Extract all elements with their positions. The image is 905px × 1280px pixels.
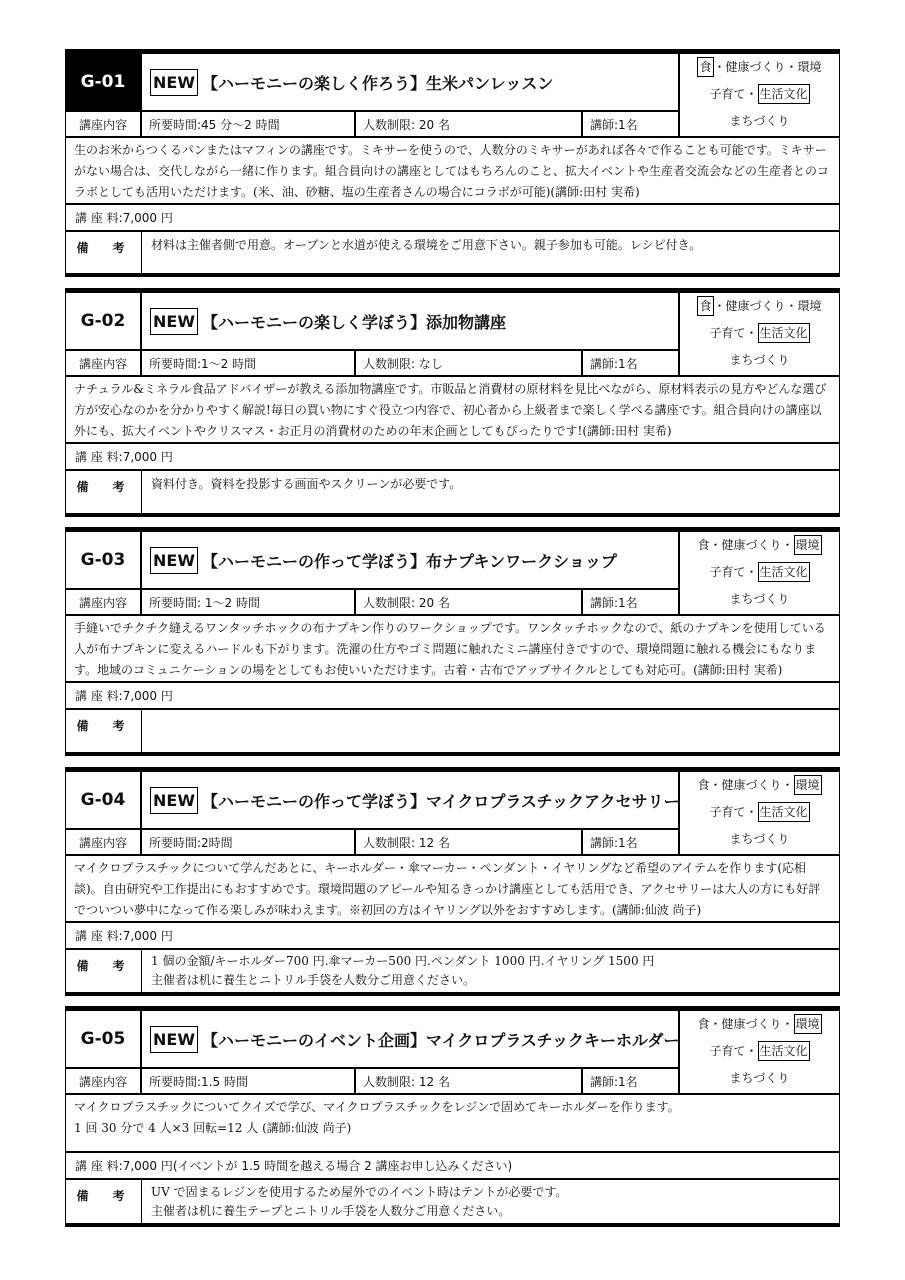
course-content-label: 講座内容 — [65, 1068, 141, 1094]
description — [65, 1094, 840, 1152]
duration: 所要時間:2時間 — [141, 829, 355, 855]
remarks-label: 備 考 — [66, 471, 142, 513]
course-content-label: 講座内容 — [65, 111, 141, 137]
course-title — [141, 1010, 679, 1068]
fee-value: 7,000 円 — [122, 450, 173, 464]
course-title — [141, 771, 679, 829]
category-row-3: まちづくり — [729, 592, 790, 606]
category-row-1: 食・健康づくり・ 環境 — [680, 532, 839, 559]
new-badge: NEW — [150, 787, 198, 814]
capacity: 人数制限: 12 名 — [355, 1068, 582, 1094]
duration: 所要時間:45 分〜2 時間 — [141, 111, 355, 137]
course-title-text: 【ハーモニーのイベント企画】マイクロプラスチックキーホルダー — [201, 1030, 680, 1050]
remarks-label: 備 考 — [66, 1180, 142, 1223]
fee-row — [65, 1152, 840, 1179]
course-code: G-03 — [65, 531, 141, 589]
remarks-line-1: 資料付き。資料を投影する画面やスクリーンが必要です。 — [151, 477, 462, 491]
course-code: G-04 — [65, 771, 141, 829]
remarks-line-2: 主催者は机に養生とニトリル手袋を人数分ご用意ください。 — [151, 973, 476, 987]
course-code: G-05 — [65, 1010, 141, 1068]
category-row-3: まちづくり — [729, 832, 790, 846]
course-card-g02 — [65, 288, 840, 517]
category-row-2: 子育て・ 生活文化 — [680, 799, 839, 826]
capacity: 人数制限: 20 名 — [355, 589, 582, 615]
course-title — [141, 53, 679, 111]
meta-row — [65, 350, 679, 376]
fee-label: 講 座 料: — [75, 211, 123, 225]
category-row-1: 食 ・健康づくり・環境 — [680, 54, 839, 81]
fee-value: 7,000 円 — [122, 211, 173, 225]
category-box — [679, 292, 840, 376]
fee-row — [65, 682, 840, 709]
remarks-row — [65, 949, 840, 993]
fee-label: 講 座 料: — [75, 929, 123, 943]
remarks-line-2: 主催者は机に養生テープとニトリル手袋を人数分ご用意ください。 — [151, 1204, 511, 1218]
remarks-label: 備 考 — [66, 232, 142, 273]
fee-label: 講 座 料: — [75, 689, 123, 703]
teachers: 講師:1名 — [582, 1068, 679, 1094]
course-title — [141, 292, 679, 350]
capacity: 人数制限: 12 名 — [355, 829, 582, 855]
bottom-rule — [65, 753, 840, 756]
remarks-text — [142, 1180, 576, 1223]
capacity: 人数制限: 20 名 — [355, 111, 582, 137]
course-title-text: 【ハーモニーの作って学ぼう】マイクロプラスチックアクセサリー — [201, 791, 680, 811]
course-code: G-01 — [65, 53, 141, 111]
bottom-rule — [65, 993, 840, 996]
new-badge: NEW — [150, 547, 198, 574]
category-row-2: 子育て・ 生活文化 — [680, 320, 839, 347]
teachers: 講師:1名 — [582, 589, 679, 615]
meta-row — [65, 829, 679, 855]
bottom-rule — [65, 1224, 840, 1227]
teachers: 講師:1名 — [582, 829, 679, 855]
course-title-text: 【ハーモニーの作って学ぼう】布ナプキンワークショップ — [201, 551, 617, 571]
remarks-line-1: 1 個の金額/キーホルダー700 円.傘マーカー500 円.ペンダント 1000 円.イヤリング 1500 円 — [151, 954, 655, 968]
fee-row — [65, 443, 840, 470]
duration: 所要時間:1〜2 時間 — [141, 350, 355, 376]
duration: 所要時間: 1〜2 時間 — [141, 589, 355, 615]
teachers: 講師:1名 — [582, 350, 679, 376]
new-badge: NEW — [150, 308, 198, 335]
fee-value: 7,000 円(イベントが 1.5 時間を越える場合 2 講座お申し込みください) — [122, 1159, 513, 1173]
course-content-label: 講座内容 — [65, 589, 141, 615]
meta-row — [65, 589, 679, 615]
course-title-text: 【ハーモニーの楽しく作ろう】生米パンレッスン — [201, 73, 554, 93]
description-line-2: 1 回 30 分で 4 人×3 回転=12 人 (講師:仙波 尚子) — [74, 1121, 352, 1135]
remarks-row — [65, 709, 840, 753]
remarks-text — [142, 232, 710, 273]
teachers: 講師:1名 — [582, 111, 679, 137]
category-row-3: まちづくり — [729, 1071, 790, 1085]
description: 生のお米からつくるパンまたはマフィンの講座です。ミキサーを使うので、人数分のミキサーがあれば各々で作ることも可能です。ミキサーがない場合は、交代しながら一緒に作ります。組合員向けの講座としてはもちろんのこと、拡大イベントや生産者交流会などの生産者とのコラボとしても活用いただけます。(米、油、砂糖、塩の生産者さんの場合にコラボが可能)(講師:田村 実希) — [65, 137, 840, 204]
course-card-g03 — [65, 527, 840, 756]
category-box — [679, 53, 840, 137]
meta-row — [65, 1068, 679, 1094]
category-row-2: 子育て・ 生活文化 — [680, 1038, 839, 1065]
category-row-3: まちづくり — [729, 114, 790, 128]
course-content-label: 講座内容 — [65, 829, 141, 855]
course-card-g01 — [65, 49, 840, 277]
fee-label: 講 座 料: — [75, 1159, 123, 1173]
remarks-text — [142, 710, 160, 752]
remarks-label: 備 考 — [66, 950, 142, 992]
course-title — [141, 531, 679, 589]
description: 手縫いでチクチク縫えるワンタッチホックの布ナプキン作りのワークショップです。ワンタッチホックなので、紙のナプキンを使用している人が布ナプキンに変えるハードルも下がります。洗濯の仕方やゴミ問題に触れたミニ講座付きですので、環境問題に触れる機会にもなります。地域のコミュニケーションの場をとしてもお使いいただけます。古着・古布でアップサイクルとしても対応可。(講師:田村 実希) — [65, 615, 840, 682]
course-code: G-02 — [65, 292, 141, 350]
meta-row — [65, 111, 679, 137]
description: マイクロプラスチックについて学んだあとに、キーホルダー・傘マーカー・ペンダント・イヤリングなど希望のアイテムを作ります(応相談)。自由研究や工作提出にもおすすめです。環境問題のアピールや知るきっかけ講座としても活用でき、アクセサリーは大人の方にも好評でついつい夢中になって作る楽しみが味わえます。※初回の方はイヤリング以外をおすすめします。(講師:仙波 尚子) — [65, 855, 840, 922]
new-badge: NEW — [150, 1026, 198, 1053]
course-title-text: 【ハーモニーの楽しく学ぼう】添加物講座 — [201, 312, 506, 332]
course-card-g05 — [65, 1006, 840, 1227]
description: ナチュラル&ミネラル食品アドバイザーが教える添加物講座です。市販品と消費材の原材料を見比べながら、原材料表示の見方やどんな選び方が安心なのかを分かりやすく解説!毎日の買い物にすぐ役立つ内容で、初心者から上級者まで楽しく学べる講座です。組合員向けの講座以外にも、拡大イベントやクリスマス・お正月の消費材のための年末企画としてもぴったりです!(講師:田村 実希) — [65, 376, 840, 443]
capacity: 人数制限: なし — [355, 350, 582, 376]
fee-row — [65, 204, 840, 231]
course-card-g04 — [65, 767, 840, 996]
remarks-line-1: 材料は主催者側で用意。オーブンと水道が使える環境をご用意下さい。親子参加も可能。レシピ付き。 — [151, 238, 702, 252]
remarks-line-1: UV で固まるレジンを使用するため屋外でのイベント時はテントが必要です。 — [151, 1185, 568, 1199]
category-box — [679, 531, 840, 615]
fee-row — [65, 922, 840, 949]
category-row-1: 食・健康づくり・ 環境 — [680, 772, 839, 799]
category-row-1: 食・健康づくり・ 環境 — [680, 1011, 839, 1038]
category-box — [679, 771, 840, 855]
description-line-1: マイクロプラスチックについてクイズで学び、マイクロプラスチックをレジンで固めてキーホルダーを作ります。 — [74, 1100, 680, 1114]
bottom-rule — [65, 274, 840, 277]
remarks-row — [65, 231, 840, 274]
remarks-row — [65, 1179, 840, 1224]
remarks-row — [65, 470, 840, 514]
category-row-2: 子育て・ 生活文化 — [680, 559, 839, 586]
remarks-label: 備 考 — [66, 710, 142, 752]
course-content-label: 講座内容 — [65, 350, 141, 376]
duration: 所要時間:1.5 時間 — [141, 1068, 355, 1094]
category-row-1: 食 ・健康づくり・環境 — [680, 293, 839, 320]
fee-label: 講 座 料: — [75, 450, 123, 464]
category-box — [679, 1010, 840, 1094]
remarks-text — [142, 471, 470, 513]
category-row-2: 子育て・ 生活文化 — [680, 81, 839, 108]
category-row-3: まちづくり — [729, 353, 790, 367]
bottom-rule — [65, 514, 840, 517]
new-badge: NEW — [150, 69, 198, 96]
remarks-text — [142, 950, 663, 992]
fee-value: 7,000 円 — [122, 689, 173, 703]
fee-value: 7,000 円 — [122, 929, 173, 943]
